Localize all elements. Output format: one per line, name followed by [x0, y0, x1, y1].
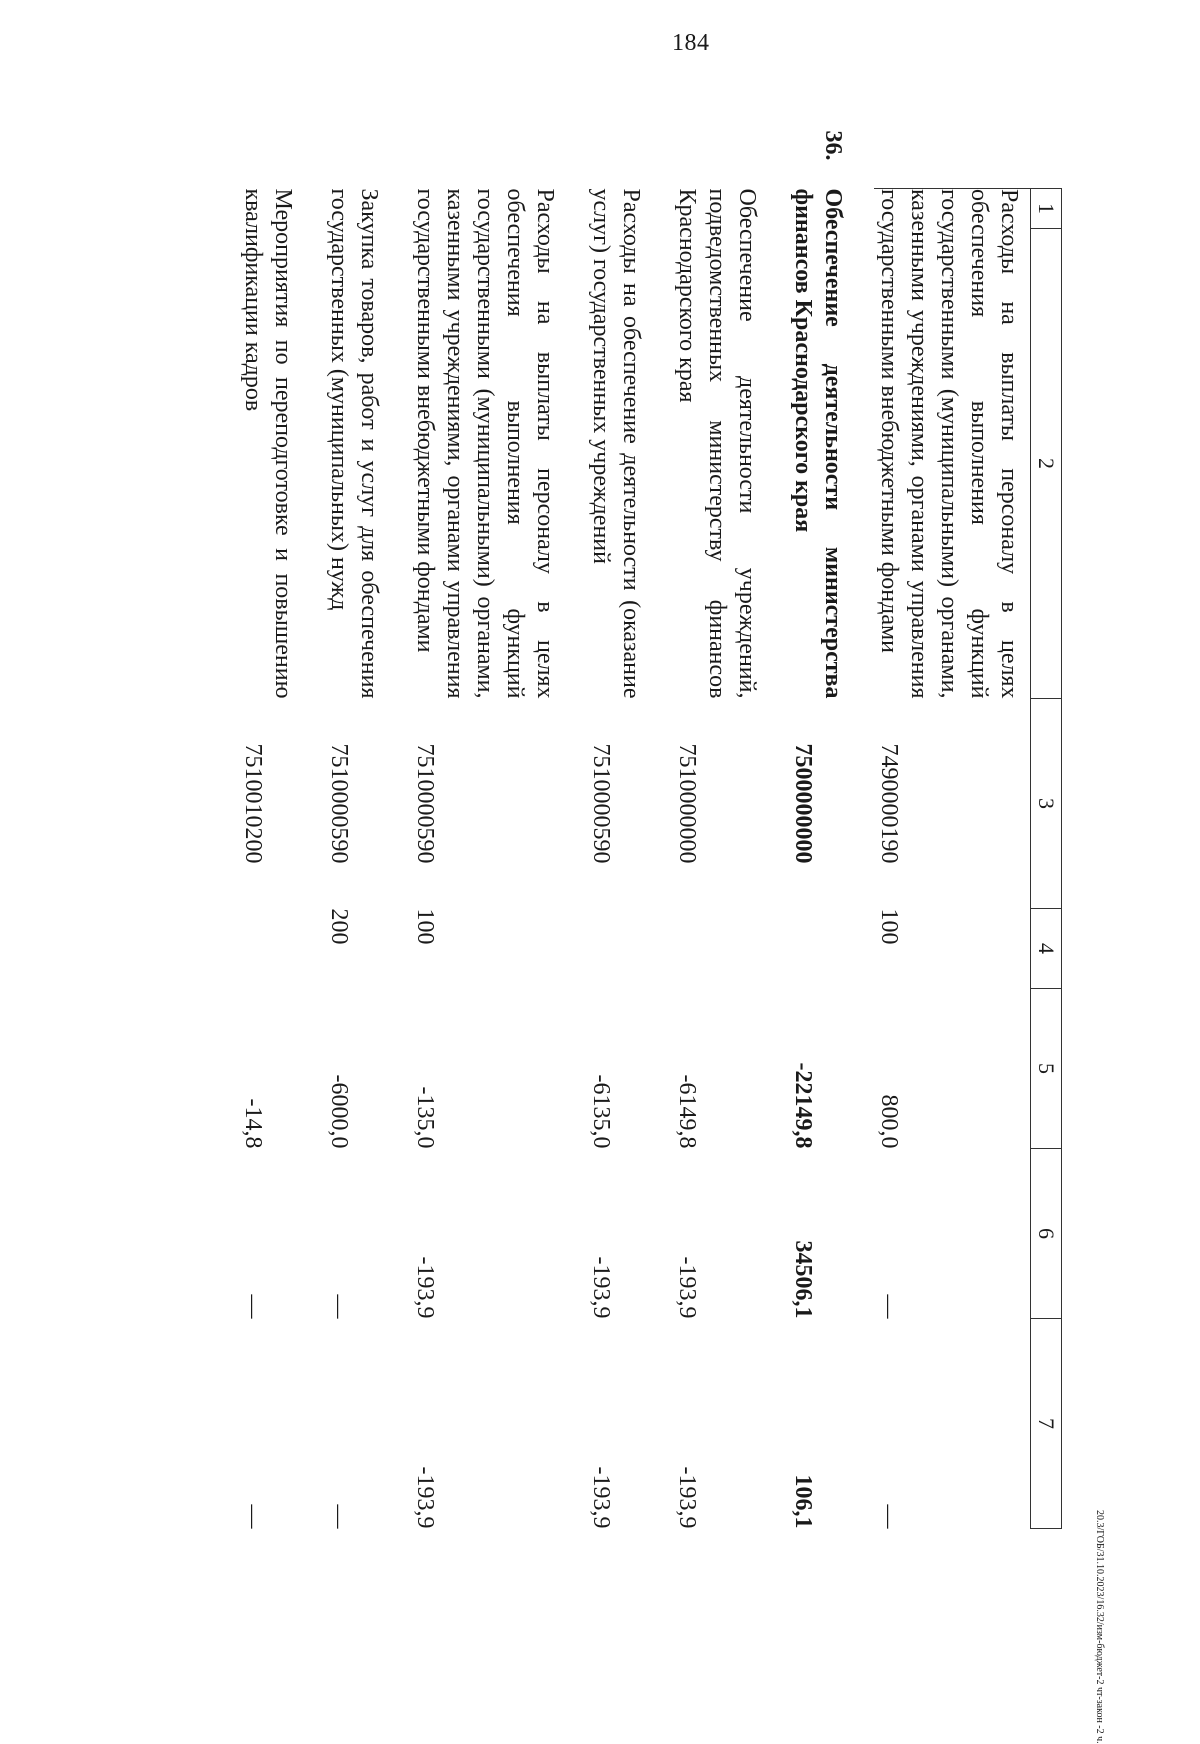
document-footer: 20.3/ГОБ/31.10.2023/16.32/изм-бюджет-2 чт-закон -2 ч. [1094, 1510, 1105, 1744]
rotated-table-frame [182, 78, 1062, 1528]
row-code: 7510000590 [326, 743, 352, 864]
row-amount-col7: 106,1 [790, 1474, 816, 1529]
row-expense-type: 200 [326, 908, 352, 945]
row-amount-col5: -6000,0 [326, 1074, 352, 1149]
row-code: 7510000590 [588, 743, 614, 864]
table-row [672, 189, 788, 1529]
row-expense-type [586, 909, 672, 989]
row-amount-col6: 34506,1 [790, 1240, 816, 1319]
row-description: Расходы на выплаты персоналу в целях обеспечения выполнения функций государственными (муниципальными) органами, казенными учреждениями, органами управления государственными внебюджетными фондами [412, 188, 558, 699]
row-code: 7510000590 [412, 743, 438, 864]
row-amount-col7: — [326, 1504, 352, 1529]
row-code: 7510000000 [674, 743, 700, 864]
row-amount-col5: -14,8 [240, 1098, 266, 1149]
header-col-2: 2 [1031, 229, 1062, 699]
row-amount-col5: -6135,0 [588, 1074, 614, 1149]
header-col-7: 7 [1031, 1319, 1062, 1529]
row-amount-col7: -193,9 [412, 1466, 438, 1529]
row-description: Обеспечение деятельности учреждений, подведомственных министерству финансов Краснодарского края [674, 188, 760, 699]
row-description [788, 130, 874, 699]
row-amount-col7: — [876, 1504, 902, 1529]
row-amount-col6: -193,9 [674, 1256, 700, 1319]
header-col-3: 3 [1031, 699, 1062, 909]
table-row [586, 189, 672, 1529]
row-code: 7500000000 [790, 743, 816, 864]
header-col-5: 5 [1031, 989, 1062, 1149]
row-description-text: Обеспечение деятельности министерства финансов Краснодарского края [790, 188, 846, 699]
header-col-6: 6 [1031, 1149, 1062, 1319]
row-expense-type [788, 909, 874, 989]
row-description: Расходы на обеспечение деятельности (оказание услуг) государственных учреждений [588, 188, 644, 699]
row-amount-col6: — [240, 1294, 266, 1319]
table-row [238, 189, 324, 1529]
table-row [324, 189, 410, 1529]
table-row-section [788, 189, 874, 1529]
header-row [1031, 189, 1062, 1529]
row-amount-col5: -6149,8 [674, 1074, 700, 1149]
page-number: 184 [672, 30, 710, 56]
row-amount-col7: -193,9 [588, 1466, 614, 1529]
row-number: 36. [820, 130, 846, 161]
row-amount-col6: — [876, 1294, 902, 1319]
row-expense-type [238, 909, 324, 989]
header-col-4: 4 [1031, 909, 1062, 989]
budget-table [238, 130, 1062, 1529]
row-description: Расходы на выплаты персоналу в целях обеспечения выполнения функций государственными (муниципальными) органами, казенными учреждениями, органами управления государственными внебюджетными фондами [874, 189, 1031, 699]
row-expense-type: 100 [412, 908, 438, 945]
row-description: Закупка товаров, работ и услуг для обеспечения государственных (муниципальных) нужд [326, 188, 382, 699]
row-expense-type: 100 [876, 908, 902, 945]
row-description: Мероприятия по переподготовке и повышению квалификации кадров [240, 188, 296, 699]
row-amount-col6: -193,9 [412, 1256, 438, 1319]
header-col-1: 1 [1031, 189, 1062, 229]
row-amount-col7: -193,9 [674, 1466, 700, 1529]
row-amount-col6: -193,9 [588, 1256, 614, 1319]
table-row [410, 189, 586, 1529]
table-row [874, 189, 1031, 1529]
row-expense-type [672, 909, 788, 989]
row-amount-col7: — [240, 1504, 266, 1529]
row-amount-col5: 800,0 [876, 1094, 902, 1149]
row-amount-col5: -22149,8 [790, 1062, 816, 1149]
table-header [1031, 189, 1062, 1529]
row-code: 7490000190 [876, 743, 902, 864]
row-code: 7510010200 [240, 743, 266, 864]
table-body [238, 130, 1031, 1529]
row-amount-col6: — [326, 1294, 352, 1319]
row-amount-col5: -135,0 [412, 1086, 438, 1149]
